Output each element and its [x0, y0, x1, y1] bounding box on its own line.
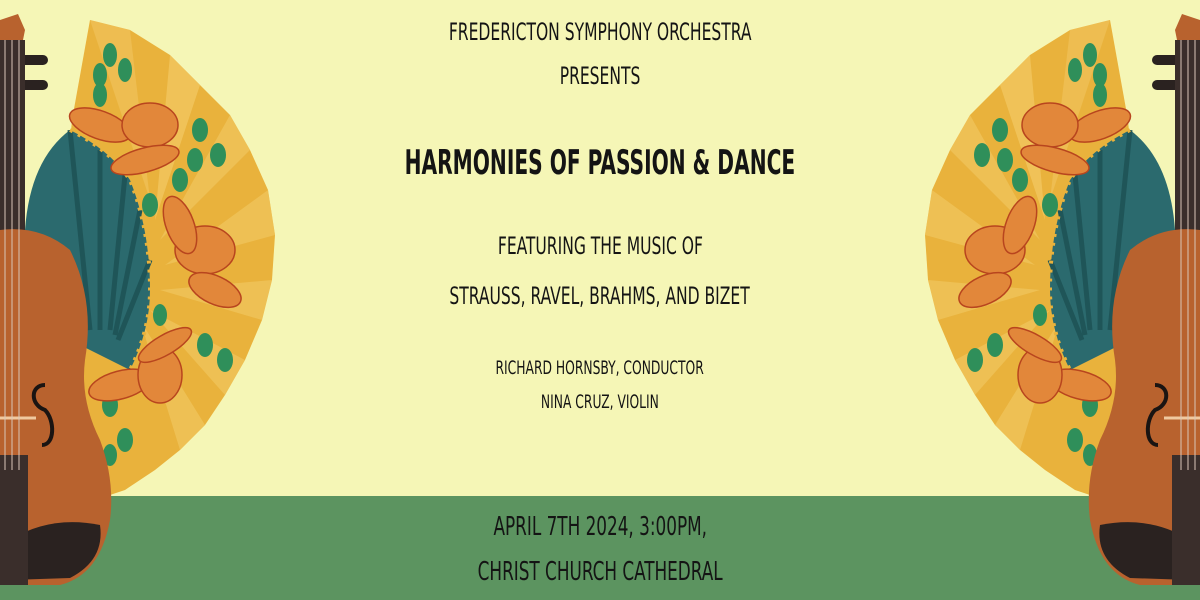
- organization-text: FREDERICTON SYMPHONY ORCHESTRA: [448, 18, 752, 46]
- featuring-label: [0, 232, 1200, 260]
- soloist-text: NINA CRUZ, VIOLIN: [541, 391, 659, 413]
- event-venue: [0, 557, 1200, 587]
- presents-text: PRESENTS: [559, 62, 641, 90]
- conductor-text: RICHARD HORNSBY, CONDUCTOR: [495, 357, 705, 379]
- soloist-credit: [0, 391, 1200, 413]
- featuring-text: FEATURING THE MUSIC OF: [497, 232, 703, 260]
- composers-list: [0, 282, 1200, 310]
- composers-text: STRAUSS, RAVEL, BRAHMS, AND BIZET: [449, 282, 751, 310]
- event-date-time: [0, 512, 1200, 542]
- organization-name: [0, 18, 1200, 46]
- presents-label: [0, 62, 1200, 90]
- venue-text: CHRIST CHURCH CATHEDRAL: [477, 557, 723, 587]
- concert-title-text: HARMONIES OF PASSION & DANCE: [404, 143, 796, 183]
- conductor-credit: [0, 357, 1200, 379]
- concert-title: [0, 143, 1200, 183]
- date-time-text: APRIL 7TH 2024, 3:00PM,: [493, 512, 707, 542]
